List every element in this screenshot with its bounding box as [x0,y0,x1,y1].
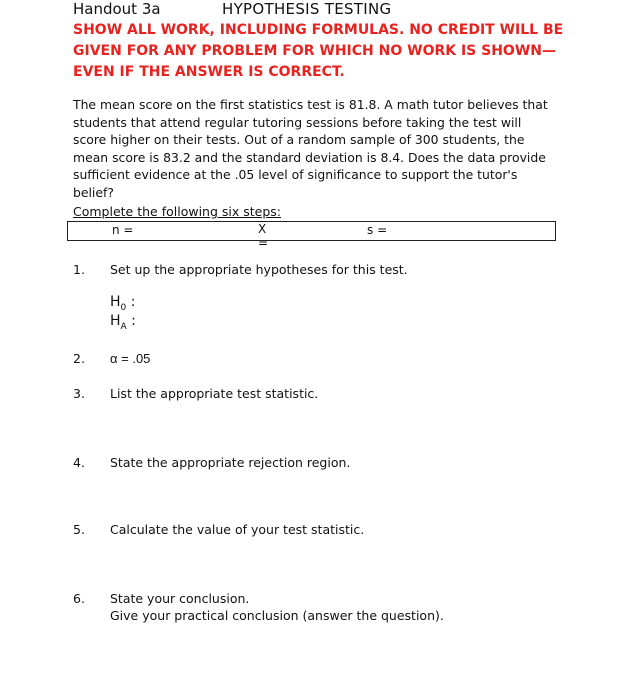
step-text: State your conclusion. [110,591,250,606]
step-number: 2. [73,351,85,366]
step-text: Set up the appropriate hypotheses for this test. [110,262,408,277]
steps-heading: Complete the following six steps: [73,204,281,219]
problem-statement: The mean score on the first statistics test is 81.8. A math tutor believes that students that attend regular tutoring sessions before taking the test will score higher on their tests. Out of a random sample of 300 students, the mean score is 83.2 and the standard deviation is 8.4. Does the data provide sufficient evidence at the .05 level of significance to support the tutor's belief? [73,97,548,200]
handout-label: Handout 3a [73,0,161,18]
step-number: 3. [73,386,85,401]
n-field: n = [112,223,134,237]
page-title: HYPOTHESIS TESTING [222,0,392,18]
null-hypothesis: $H_0$ : [110,294,136,313]
s-field: s = [367,223,388,237]
step-text: List the appropriate test statistic. [110,386,319,401]
step-text: Calculate the value of your test statistic. [110,522,365,537]
step-text: α = .05 [110,351,151,366]
alternative-hypothesis: $H_A$ : [110,313,136,332]
step-text: State the appropriate rejection region. [110,455,351,470]
step-number: 6. [73,591,85,606]
work-warning: SHOW ALL WORK, INCLUDING FORMULAS. NO CREDIT WILL BE GIVEN FOR ANY PROBLEM FOR WHICH NO WORK IS SHOWN—EVEN IF THE ANSWER IS CORRECT. [73,22,564,80]
summary-box: n = X = s = [67,221,556,241]
step-number: 5. [73,522,85,537]
step-number: 4. [73,455,85,470]
step-text-secondary: Give your practical conclusion (answer the question). [110,608,444,623]
step-number: 1. [73,262,85,277]
